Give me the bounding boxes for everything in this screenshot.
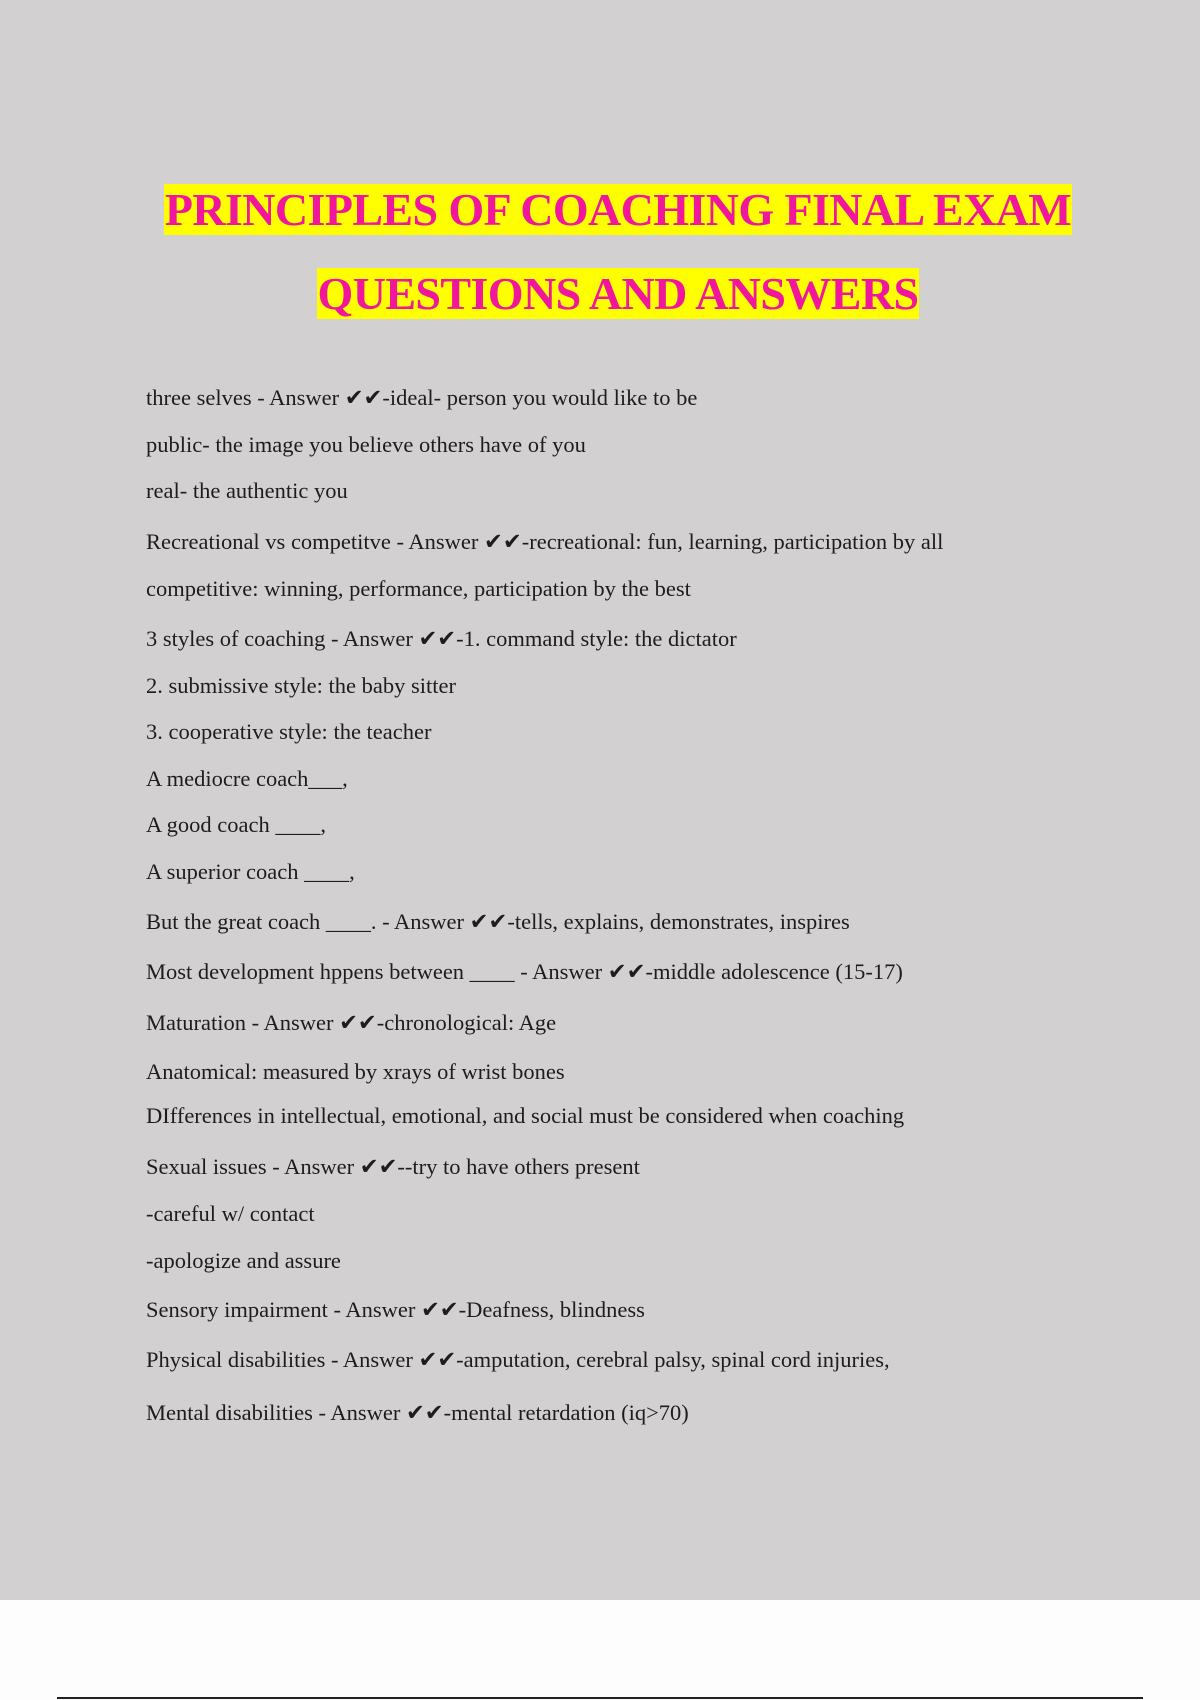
text-line: Recreational vs competitve - Answer ✔✔-recreational: fun, learning, participation by all — [146, 529, 944, 554]
text-line: But the great coach ____. - Answer ✔✔-tells, explains, demonstrates, inspires — [146, 909, 850, 934]
text-line: Sexual issues - Answer ✔✔--try to have others present — [146, 1154, 640, 1179]
text-line: -careful w/ contact — [146, 1201, 315, 1226]
text-line: real- the authentic you — [146, 478, 348, 503]
text-line: A good coach ____, — [146, 812, 326, 837]
text-line: 3. cooperative style: the teacher — [146, 719, 432, 744]
text-line: Anatomical: measured by xrays of wrist bones — [146, 1059, 565, 1084]
text-line: public- the image you believe others have of you — [146, 432, 586, 457]
page-footer-area — [0, 1600, 1200, 1700]
text-line: -apologize and assure — [146, 1248, 341, 1273]
text-line: A superior coach ____, — [146, 859, 355, 884]
text-line: Maturation - Answer ✔✔-chronological: Age — [146, 1010, 557, 1035]
title-line-2: QUESTIONS AND ANSWERS — [317, 268, 919, 319]
text-line: A mediocre coach___, — [146, 766, 348, 791]
text-line: competitive: winning, performance, participation by the best — [146, 576, 691, 601]
title-line-1: PRINCIPLES OF COACHING FINAL EXAM — [164, 184, 1072, 235]
text-line: Mental disabilities - Answer ✔✔-mental retardation (iq>70) — [146, 1400, 689, 1425]
text-line: three selves - Answer ✔✔-ideal- person you would like to be — [146, 385, 698, 410]
text-line: Most development hppens between ____ - Answer ✔✔-middle adolescence (15-17) — [146, 959, 903, 984]
footer-divider — [57, 1697, 1143, 1699]
document-title — [0, 168, 1200, 336]
text-line: DIfferences in intellectual, emotional, and social must be considered when coaching — [146, 1103, 905, 1128]
text-line: Physical disabilities - Answer ✔✔-amputation, cerebral palsy, spinal cord injuries, — [146, 1347, 890, 1372]
text-line: Sensory impairment - Answer ✔✔-Deafness, blindness — [146, 1297, 645, 1322]
text-line: 3 styles of coaching - Answer ✔✔-1. command style: the dictator — [146, 626, 737, 651]
text-line: 2. submissive style: the baby sitter — [146, 673, 456, 698]
